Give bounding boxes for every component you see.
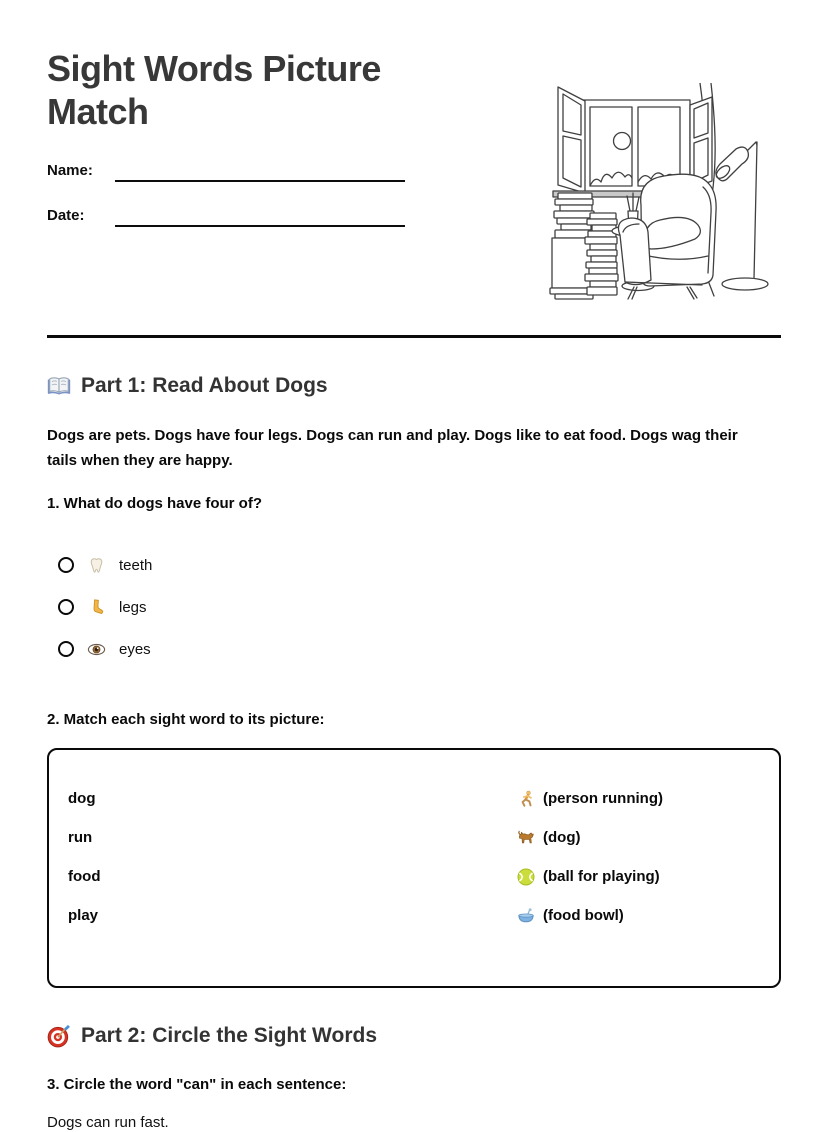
part1-heading-text: Part 1: Read About Dogs bbox=[81, 374, 328, 397]
radio-button[interactable] bbox=[58, 599, 74, 615]
reading-corner-illustration bbox=[538, 83, 790, 301]
reading-corner-line-art bbox=[538, 83, 790, 301]
picture-label: (food bowl) bbox=[543, 907, 624, 924]
reading-passage: Dogs are pets. Dogs have four legs. Dogs can run and play. Dogs like to eat food. Dogs wag their tails when they are happy. bbox=[47, 427, 738, 469]
circle-sentence: Dogs can run fast. bbox=[47, 1114, 169, 1131]
person-running-icon bbox=[517, 790, 535, 808]
option-label: eyes bbox=[119, 640, 151, 658]
question-1: 1. What do dogs have four of? bbox=[47, 495, 262, 512]
sight-word: dog bbox=[68, 790, 96, 807]
sight-word: run bbox=[68, 829, 93, 846]
match-row-dog bbox=[68, 779, 760, 818]
question-2: 2. Match each sight word to its picture: bbox=[47, 711, 325, 728]
picture-cell bbox=[517, 907, 760, 925]
target-icon bbox=[47, 1024, 71, 1048]
part2-heading bbox=[47, 1022, 781, 1050]
name-write-line[interactable] bbox=[115, 159, 405, 182]
eye-icon bbox=[87, 640, 106, 659]
open-book-icon bbox=[47, 374, 71, 398]
tooth-icon bbox=[87, 556, 106, 575]
dog-icon bbox=[517, 829, 535, 847]
match-row-run bbox=[68, 818, 760, 857]
sight-word: play bbox=[68, 907, 99, 924]
bowl-icon bbox=[517, 907, 535, 925]
tennis-ball-icon bbox=[517, 868, 535, 886]
question-1-options bbox=[47, 554, 781, 660]
match-row-play bbox=[68, 896, 760, 935]
picture-label: (dog) bbox=[543, 829, 581, 846]
date-field-row bbox=[47, 204, 405, 227]
leg-icon bbox=[87, 598, 106, 617]
section-divider bbox=[47, 335, 781, 338]
name-label: Name: bbox=[47, 162, 93, 179]
match-table bbox=[47, 748, 781, 988]
part1-heading bbox=[47, 372, 781, 400]
picture-cell bbox=[517, 829, 760, 847]
option-label: legs bbox=[119, 598, 147, 616]
picture-label: (ball for playing) bbox=[543, 868, 660, 885]
picture-cell bbox=[517, 868, 760, 886]
radio-button[interactable] bbox=[58, 641, 74, 657]
option-legs bbox=[58, 596, 781, 618]
name-field-row bbox=[47, 159, 405, 182]
picture-label: (person running) bbox=[543, 790, 663, 807]
option-label: teeth bbox=[119, 556, 153, 574]
date-label: Date: bbox=[47, 207, 85, 224]
radio-button[interactable] bbox=[58, 557, 74, 573]
picture-cell bbox=[517, 790, 760, 808]
sight-word: food bbox=[68, 868, 101, 885]
date-write-line[interactable] bbox=[115, 204, 405, 227]
match-row-food bbox=[68, 857, 760, 896]
part2-heading-text: Part 2: Circle the Sight Words bbox=[81, 1024, 377, 1047]
option-eyes bbox=[58, 638, 781, 660]
question-3: 3. Circle the word "can" in each sentence: bbox=[47, 1076, 347, 1093]
page-title: Sight Words Picture Match bbox=[47, 48, 381, 132]
option-teeth bbox=[58, 554, 781, 576]
